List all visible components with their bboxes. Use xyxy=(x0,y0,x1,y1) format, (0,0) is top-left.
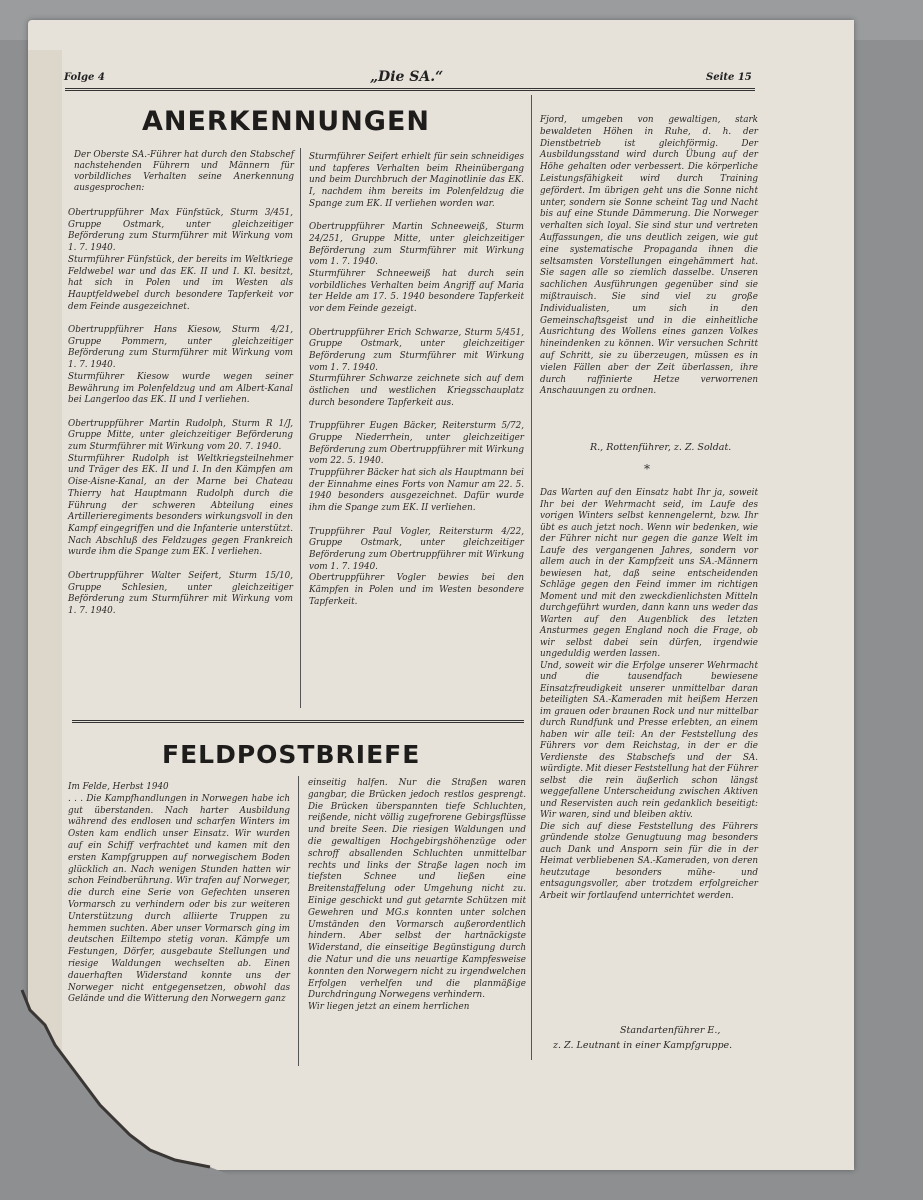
column-divider-3 xyxy=(298,776,299,1066)
page-fold-shadow xyxy=(28,50,62,1050)
signature-rottenfuehrer: R., Rottenführer, z. Z. Soldat. xyxy=(590,442,732,453)
column-divider-2 xyxy=(531,95,532,1060)
anerkennung-column-1: Obertruppführer Max Fünfstück, Sturm 3/451, Gruppe Ostmark, unter gleichzeitiger Beförderung zum Sturmführer mit Wirkung vom 1. 7. 1940. Sturmführer Fünfstück, der bereits im Weltkriege Feldwebel war und das EK. II und I. Kl. besitzt, hat sich in Polen und im Westen als Hauptfeldwebel durch besondere Tapferkeit vor dem Feinde ausgezeichnet. Obertruppführer Hans Kiesow, Sturm 4/21, Gruppe Pommern, unter gleichzeitiger Beförderung zum Sturmführer mit Wirkung vom 1. 7. 1940. Sturmführer Kiesow wurde wegen seiner Bewährung im Polenfeldzug und am Albert-Kanal bei Langerloo das EK. II und I verliehen. Obertruppführer Martin Rudolph, Sturm R 1/J, Gruppe Mitte, unter gleichzeitiger Beförderung zum Sturmführer mit Wirkung vom 20. 7. 1940. Sturmführer Rudolph ist Weltkriegsteilnehmer und Träger des EK. II und I. In den Kämpfen am Oise-Aisne-Kanal, an der Marne bei Chateau Thierry hat Hauptmann Rudolph durch die Führung der schweren Abteilung eines Artillerieregiments besonders wirkungsvoll in den Kampf eingegriffen und die Infanterie unterstützt. Nach Abschluß des Feldzuges gegen Frankreich wurde ihm die Spange zum EK. I verliehen. Obertruppführer Walter Seifert, Sturm 15/10, Gruppe Schlesien, unter gleichzeitiger Beförderung zum Sturmführer mit Wirkung vom 1. 7. 1940. xyxy=(68,208,293,616)
anerkennung-intro: Der Oberste SA.-Führer hat durch den Stabschef nachstehenden Führern und Männern für vorbildliches Verhalten seine Anerkennung ausgesprochen: xyxy=(74,150,294,193)
header-rule xyxy=(65,88,755,91)
section-rule xyxy=(72,720,524,723)
issue-number: Folge 4 xyxy=(64,72,105,83)
letter-column-3-top: Fjord, umgeben von gewaltigen, stark bewaldeten Höhen in Ruhe, d. h. der Dienstbetrieb ist gleichförmig. Der Ausbildungsstand wird durch Übung auf der Höhe gehalten oder verbessert. Die körperliche Leistungsfähigkeit wird durch Training gefördert. Im übrigen geht uns die Sonne nicht unter, sondern sie Sonne scheint Tag und Nacht bis auf eine Stunde Dämmerung. Die Norweger verhalten sich loyal. Sie sind stur und vertreten Auffassungen, die uns deutlich zeigen, wie gut eine systematische Propaganda ihnen die seltsamsten Vorstellungen eingehämmert hat. Sie sagen alle so ziemlich dasselbe. Unseren sachlichen Ausführungen gegenüber sind sie mißtrauisch. Sie sind viel zu große Individualisten, um sich in den Gemeinschaftsgeist und in die einheitliche Ausrichtung des Wollens eines ganzen Volkes hineindenken zu können. Wir versuchen Schritt auf Schritt, sie zu überzeugen, müssen es in vielen Fällen aber der Zeit überlassen, ihre durch raffinierte Hetze verworrenen Anschauungen zu ordnen. xyxy=(540,115,758,397)
signature-standartenfuehrer: Standartenführer E., xyxy=(620,1025,721,1036)
heading-anerkennungen: ANERKENNUNGEN xyxy=(142,106,431,137)
torn-page-corner xyxy=(0,985,230,1175)
letter-column-3-bottom: Das Warten auf den Einsatz habt Ihr ja, soweit Ihr bei der Wehrmacht seid, im Laufe des vorigen Winters selbst kennengelernt, bzw. Ihr übt es auch jetzt noch. Wenn wir bedenken, wie der Führer nicht nur gegen die ganze Welt im Laufe des vergangenen Jahres, sondern vor allem auch in der Kampfzeit uns SA.-Männern bewiesen hat, daß seine entscheidenden Schläge gegen den Feind immer im richtigen Moment und mit den zweckdienlichsten Mitteln durchgeführt wurden, dann kann uns weder das Warten auf den Augenblick des letzten Ansturmes gegen England noch die Frage, ob wir selbst dabei sein dürfen, irgendwie ungeduldig werden lassen. Und, soweit wir die Erfolge unserer Wehrmacht und die tausendfach bewiesene Einsatzfreudigkeit unserer unmittelbar daran beteiligten SA.-Kameraden mit heißem Herzen im grauen oder braunen Rock und nur mittelbar durch Rundfunk und Presse erlebten, an einem haben wir alle teil: An der Feststellung des Führers vor dem Reichstag, in der er die Verdienste des Stabschefs und der SA. würdigte. Mit dieser Feststellung hat der Führer selbst die rein äußerlich schon längst weggefallene Unterscheidung zwischen Aktiven und Reservisten auch rein gedanklich beseitigt: Wir waren, sind und bleiben aktiv. Die sich auf diese Feststellung des Führers gründende stolze Genugtuung mag besonders auch Dank und Ansporn sein für die in der Heimat verbliebenen SA.-Kameraden, von deren heutzutage besonders mühe- und entsagungsvoller, aber trotzdem erfolgreicher Arbeit wir fortlaufend unterrichtet werden. xyxy=(540,488,758,901)
separator-asterisk: * xyxy=(644,462,650,476)
newspaper-title: „Die SA.“ xyxy=(370,69,444,85)
page-number: Seite 15 xyxy=(706,72,752,83)
feldpost-column-1: Im Felde, Herbst 1940 . . . Die Kampfhandlungen in Norwegen habe ich gut überstanden. Nach harter Ausbildung während des endlosen und scharfen Winters im Osten kam endlich unser Einsatz. Wir wurden auf ein Schiff verfrachtet und kamen mit den ersten Kampfgruppen auf norwegischem Boden glücklich an. Nach wenigen Stunden hatten wir schon Feindberührung. Wir trafen auf Norweger, die durch eine Serie von Gefechten unseren Vormarsch zu verhindern oder bis zur weiteren Unterstützung durch alliierte Truppen zu hemmen suchten. Aber unser Vormarsch ging im deutschen Eiltempo stetig voran. Kämpfe um Festungen, Dörfer, ausgebaute Stellungen und riesige Waldungen wechselten ab. Einen dauerhaften Widerstand konnte uns der Norweger nicht entgegensetzen, obwohl das Gelände und die Witterung den Norwegern ganz xyxy=(68,782,290,1005)
signature-leutnant: z. Z. Leutnant in einer Kampfgruppe. xyxy=(553,1040,733,1051)
heading-feldpostbriefe: FELDPOSTBRIEFE xyxy=(162,740,421,769)
anerkennung-column-2: Sturmführer Seifert erhielt für sein schneidiges und tapferes Verhalten beim Rheinübergang und beim Durchbruch der Maginotlinie das EK. I, nachdem ihm bereits im Polenfeldzug die Spange zum EK. II verliehen worden war. Obertruppführer Martin Schneeweiß, Sturm 24/251, Gruppe Mitte, unter gleichzeitiger Beförderung zum Sturmführer mit Wirkung vom 1. 7. 1940. Sturmführer Schneeweiß hat durch sein vorbildliches Verhalten beim Angriff auf Maria ter Helde am 17. 5. 1940 besondere Tapferkeit vor dem Feinde gezeigt. Obertruppführer Erich Schwarze, Sturm 5/451, Gruppe Ostmark, unter gleichzeitiger Beförderung zum Sturmführer mit Wirkung vom 1. 7. 1940. Sturmführer Schwarze zeichnete sich auf dem östlichen und westlichen Kriegsschauplatz durch besondere Tapferkeit aus. Truppführer Eugen Bäcker, Reitersturm 5/72, Gruppe Niederrhein, unter gleichzeitiger Beförderung zum Obertruppführer mit Wirkung vom 22. 5. 1940. Truppführer Bäcker hat sich als Hauptmann bei der Einnahme eines Forts von Namur am 22. 5. 1940 besonders ausgezeichnet. Dafür wurde ihm die Spange zum EK. II verliehen. Truppführer Paul Vogler, Reitersturm 4/22, Gruppe Ostmark, unter gleichzeitiger Beförderung zum Obertruppführer mit Wirkung vom 1. 7. 1940. Obertruppführer Vogler bewies bei den Kämpfen in Polen und im Westen besondere Tapferkeit. xyxy=(309,152,524,607)
feldpost-column-2: einseitig halfen. Nur die Straßen waren gangbar, die Brücken jedoch restlos gesprengt. Die Brücken überspannten tiefe Schluchten, reißende, nicht völlig zugefrorene Gebirgsflüsse und breite Seen. Die riesigen Waldungen und die gewaltigen Hochgebirgshöhenzüge oder schroff absallenden Schluchten unmittelbar rechts und links der Straße lagen noch im tiefsten Schnee und ließen eine Breitenstaffelung oder Umgehung nicht zu. Einige geschickt und gut getarnte Schützen mit Gewehren und MG.s konnten unter solchen Umständen den Vormarsch außerordentlich hindern. Aber selbst der hartnäckigste Widerstand, die einseitige Begünstigung durch die Natur und die uns neuartige Kampfesweise konnten den Norwegern nicht zu irgendwelchen Erfolgen verhelfen und die planmäßige Durchdringung Norwegens verhindern. Wir liegen jetzt an einem herrlichen xyxy=(308,778,526,1013)
column-divider-1 xyxy=(300,148,301,708)
